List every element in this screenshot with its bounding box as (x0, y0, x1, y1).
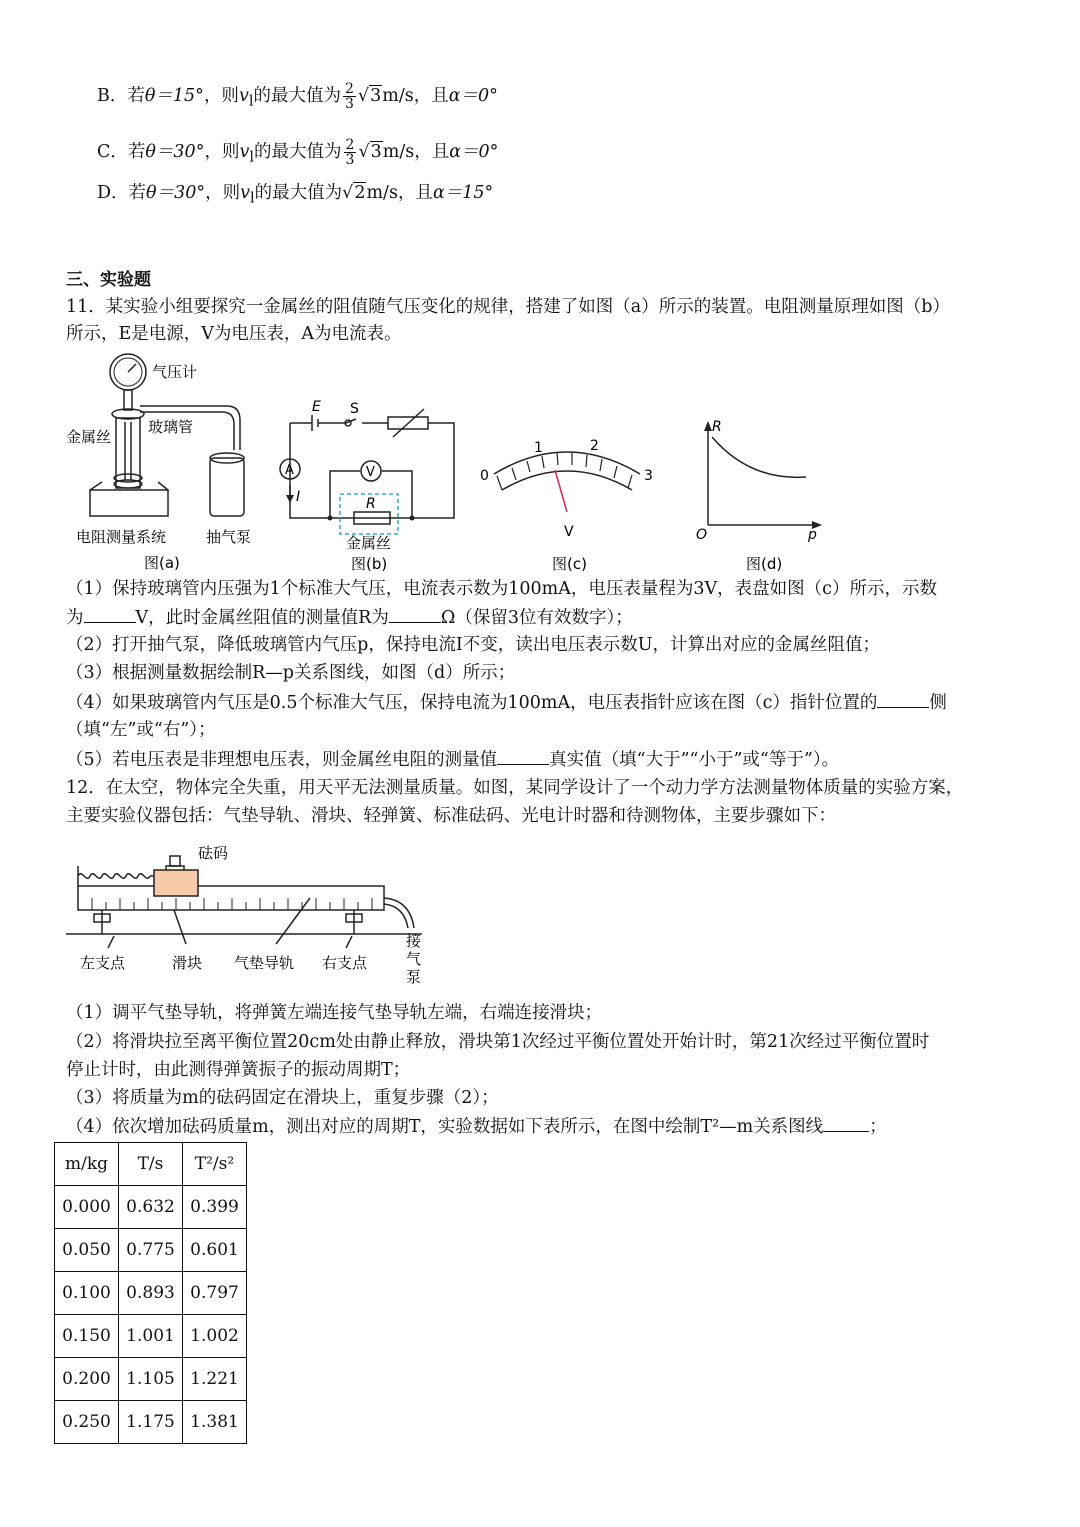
q12-step1: （1）调平气垫导轨，将弹簧左端连接气垫导轨左端，右端连接滑块； (66, 1003, 603, 1023)
glass-tube (116, 418, 140, 488)
q11-step3: （3）根据测量数据绘制R—p关系图线，如图（d）所示； (66, 663, 516, 683)
gauge-label: 气压计 (152, 363, 198, 381)
section-title: 三、实验题 (66, 270, 151, 290)
q11-step1b: 为 V，此时金属丝阻值的测量值R为 Ω（保留3位有效数字）； (66, 604, 633, 631)
q12-line1: 12．在太空，物体完全失重，用天平无法测量质量。如图，某同学设计了一个动力学方法测量物体质量的实验方案， (66, 778, 964, 798)
weight-block (170, 856, 180, 866)
q11-line1: 11．某实验小组要探究一金属丝的阻值随气压变化的规律，搭建了如图（a）所示的装置。电阻测量原理如图（b） (66, 297, 950, 317)
q12-step3: （3）将质量为m的砝码固定在滑块上，重复步骤（2）； (66, 1088, 499, 1108)
table-row: 0.000 0.632 0.399 (55, 1186, 247, 1229)
tube-label: 玻璃管 (148, 418, 194, 436)
q11-step4b: （填“左”或“右”）； (66, 720, 216, 740)
header-period-squared: T²/s² (183, 1143, 247, 1186)
header-period: T/s (119, 1143, 183, 1186)
fraction: $\frac{2}{3}$ (345, 81, 354, 112)
slider-block (154, 870, 198, 896)
q11-step4a: （4）如果玻璃管内气压是0.5个标准大气压，保持电流为100mA，电压表指针应该在图（c）指针位置的 侧 (66, 689, 947, 716)
q11-step1a: （1）保持玻璃管内压强为1个标准大气压，电流表示数为100mA，电压表量程为3V，表盘如图（c）所示，示数 (66, 579, 937, 599)
figure-d-caption: 图(d) (746, 555, 783, 573)
axis-p: p (808, 527, 817, 543)
table-row: 0.150 1.001 1.002 (55, 1315, 247, 1358)
left-pivot-label: 左支点 (80, 954, 126, 972)
q11-line2: 所示，E是电源，V为电压表，A为电流表。 (66, 324, 402, 344)
label-a: A (285, 463, 294, 478)
table-row: 0.050 0.775 0.601 (55, 1229, 247, 1272)
figure-b-circuit (278, 395, 463, 575)
figure-a-apparatus (62, 350, 282, 575)
table-row: 0.200 1.105 1.221 (55, 1358, 247, 1401)
slider-label: 滑块 (172, 954, 203, 972)
pump-cylinder (210, 458, 244, 516)
option-c: C．若θ＝30°，则$v_l$的最大值为 $\frac{2}{3}$ √3m/s，且α＝0° (97, 137, 499, 168)
figure-d-graph (690, 415, 830, 575)
answer-blank-voltage[interactable] (84, 604, 136, 623)
pump-label-3: 泵 (406, 968, 422, 986)
label-s: S (350, 401, 359, 417)
table-header-row (55, 1143, 247, 1186)
tick-3: 3 (644, 468, 653, 484)
q11-step5: （5）若电压表是非理想电压表，则金属丝电阻的测量值 真实值（填“大于”“小于”或“等于”）。 (66, 746, 839, 773)
theta-value: θ＝15° (144, 86, 204, 106)
label-e: E (312, 399, 321, 415)
figure-c-caption: 图(c) (552, 555, 587, 573)
q11-step2: （2）打开抽气泵，降低玻璃管内气压p，保持电流I不变，读出电压表示数U，计算出对应的金属丝阻值； (66, 635, 880, 655)
q12-line2: 主要实验仪器包括：气垫导轨、滑块、轻弹簧、标准砝码、光电计时器和待测物体，主要步骤如下： (66, 806, 836, 826)
header-mass: m/kg (55, 1143, 119, 1186)
pump-label-1: 接 (406, 932, 422, 950)
system-label: 电阻测量系统 (76, 528, 167, 546)
fraction: $\frac{2}{3}$ (345, 137, 355, 168)
air-track-rail (78, 886, 384, 910)
measure-box (90, 490, 168, 516)
right-pivot-label: 右支点 (322, 954, 368, 972)
q12-step2a: （2）将滑块拉至离平衡位置20cm处由静止释放，滑块第1次经过平衡位置处开始计时，第21次经过平衡位置时 (66, 1032, 930, 1052)
q12-step4: （4）依次增加砝码质量m，测出对应的周期T，实验数据如下表所示，在图中绘制T²—m关系图线 ； (66, 1113, 887, 1140)
meter-unit: V (564, 524, 574, 540)
answer-blank-side[interactable] (877, 689, 929, 708)
figure-c-meter (472, 430, 662, 575)
wire-label: 金属丝 (66, 428, 112, 446)
q12-step2b: 停止计时，由此测得弹簧振子的振动周期T； (66, 1060, 411, 1080)
option-d: D．若θ＝30°，则$v_l$的最大值为√2m/s，且α＝15° (97, 183, 494, 207)
answer-blank-graph[interactable] (823, 1113, 869, 1132)
table-row: 0.250 1.175 1.381 (55, 1401, 247, 1444)
tick-1: 1 (534, 440, 543, 456)
figure-air-track (62, 838, 442, 988)
data-table (54, 1142, 247, 1444)
label-v: V (366, 465, 375, 480)
origin-o: O (696, 527, 708, 543)
r-p-curve (712, 437, 806, 477)
track-label: 气垫导轨 (234, 954, 295, 972)
option-b: B．若θ＝15°，则$v_l$的最大值为 $\frac{2}{3}$ √3m/s，且α＝0° (97, 81, 498, 112)
answer-blank-resistance[interactable] (389, 604, 441, 623)
pump-label-2: 气 (406, 950, 422, 968)
figure-b-caption: 图(b) (351, 555, 388, 573)
answer-blank-compare[interactable] (497, 746, 549, 765)
pump-label: 抽气泵 (206, 528, 252, 546)
figure-a-caption: 图(a) (144, 554, 180, 572)
weight-label: 砝码 (198, 844, 229, 862)
spring (78, 874, 150, 879)
label-i: I (296, 489, 301, 505)
tick-2: 2 (590, 438, 599, 454)
label-r: R (366, 496, 376, 512)
meter-needle (555, 470, 567, 512)
axis-r: R (712, 419, 722, 435)
wire-label-b: 金属丝 (346, 534, 392, 552)
table-row: 0.100 0.893 0.797 (55, 1272, 247, 1315)
tick-0: 0 (480, 468, 489, 484)
